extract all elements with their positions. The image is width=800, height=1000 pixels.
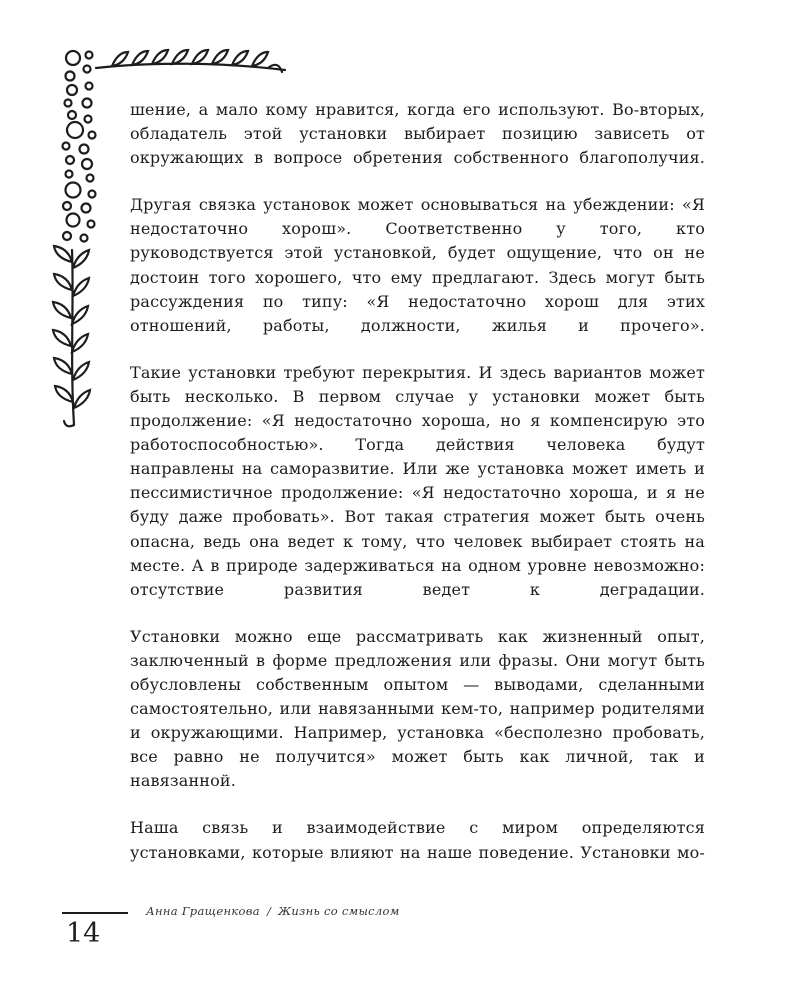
running-footer xyxy=(146,904,400,918)
paragraph-3: Такие установки требуют перекрытия. И здесь вариантов может быть несколько. В первом случае у установки может быть продолжение: «Я недостаточно хороша, но я компенсирую это работоспособностью». Тогда действия человека будут направлены на саморазвитие. Или же установка может иметь и пессимистичное продолжение: «Я недостаточно хороша, и я не буду даже пробовать». Вот такая стратегия может быть очень опасна, ведь она ведет к тому, что человек выбирает стоять на месте. А в природе задерживаться на одном уровне невозможно: отсутствие развития ведет к деградации. xyxy=(130,362,705,599)
circle-cluster xyxy=(63,51,96,242)
page-number: 14 xyxy=(66,918,101,949)
paragraph-5: Наша связь и взаимодействие с миром определяются установками, которые влияют на наше поведение. Установки мо- xyxy=(130,818,705,862)
footer-author: Анна Гращенкова xyxy=(146,904,260,918)
vertical-vine xyxy=(53,246,90,426)
paragraph-1: шение, а мало кому нравится, когда его используют. Во-вторых, обладатель этой установки выбирает позицию зависеть от окружающих в вопросе обретения собственного благополучия. xyxy=(130,100,705,168)
footer-book-title: Жизнь со смыслом xyxy=(278,904,400,918)
footer-rule xyxy=(62,912,128,914)
footer-separator: / xyxy=(266,904,272,918)
paragraph-4: Установки можно еще рассматривать как жизненный опыт, заключенный в форме предложения или фразы. Они могут быть обусловлены собственным опытом — выводами, сделанными самостоятельно, или навязанными кем-то, например родителями и окружающими. Например, установка «бесполезно пробовать, все равно не получится» может быть как личной, так и навязанной. xyxy=(130,626,705,791)
page-body xyxy=(130,98,705,888)
horizontal-vine xyxy=(96,50,285,72)
paragraph-2: Другая связка установок может основываться на убеждении: «Я недостаточно хорош». Соответственно у того, кто руководствуется этой установкой, будет ощущение, что он не достоин того хорошего, что ему предлагают. Здесь могут быть рассуждения по типу: «Я недостаточно хорош для этих отношений, работы, должности, жилья и прочего». xyxy=(130,195,705,335)
